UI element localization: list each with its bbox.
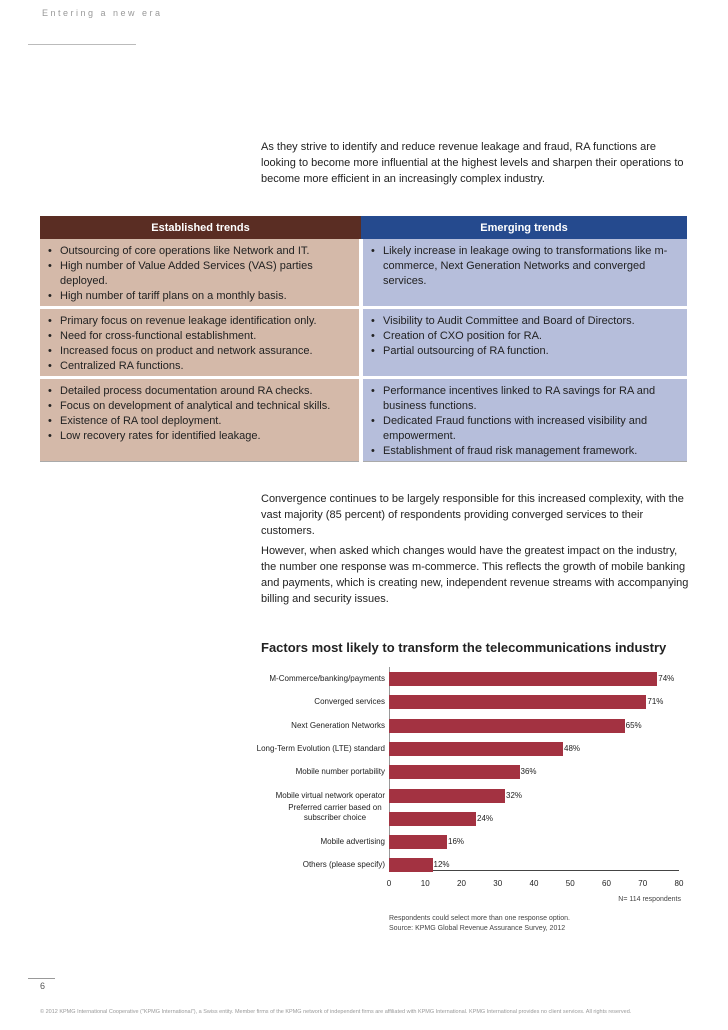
x-tick-label: 50: [565, 879, 575, 888]
emerging-item: • Likely increase in leakage owing to transformations like m-commerce, Next Generation Networks and converged services.: [369, 244, 677, 289]
bar: [389, 835, 447, 849]
bar-category-label: M-Commerce/banking/payments: [269, 674, 385, 683]
bar-category-label: Next Generation Networks: [291, 720, 385, 730]
bar: [389, 789, 505, 803]
x-tick-label: 40: [529, 879, 539, 888]
bar-value-label: 12%: [433, 860, 450, 870]
bar-category-label: Long-Term Evolution (LTE) standard: [256, 743, 385, 753]
established-item: • Increased focus on product and network assurance.: [46, 344, 349, 359]
bar: [389, 812, 476, 826]
bar: [389, 719, 625, 733]
x-tick-label: 60: [602, 879, 611, 888]
bar-category-label: Converged services: [314, 697, 385, 707]
emerging-item: • Partial outsourcing of RA function.: [369, 344, 677, 359]
page-number: 6: [40, 981, 46, 991]
bar-value-label: 32%: [506, 790, 523, 800]
established-item: • Low recovery rates for identified leakage.: [46, 429, 349, 444]
x-tick-label: 10: [420, 879, 430, 888]
emerging-item: • Creation of CXO position for RA.: [369, 329, 677, 344]
established-item: • Focus on development of analytical and technical skills.: [46, 399, 349, 414]
emerging-item: • Performance incentives linked to RA savings for RA and business functions.: [369, 384, 677, 414]
bar-value-label: 71%: [647, 697, 664, 707]
running-header: Entering a new era: [42, 8, 163, 18]
bar: [389, 765, 520, 779]
bar-value-label: 74%: [658, 674, 675, 683]
bar-value-label: 65%: [625, 720, 642, 730]
bar-category-label: Preferred carrier based on subscriber choice: [288, 802, 382, 822]
bar-category-label: Others (please specify): [302, 860, 385, 870]
established-item: • High number of Value Added Services (VAS) parties deployed.: [46, 259, 349, 289]
trends-row: [40, 239, 687, 308]
bar-category-label: Mobile number portability: [295, 767, 385, 777]
established-item: • Primary focus on revenue leakage identification only.: [46, 314, 349, 329]
bar: [389, 672, 657, 686]
x-tick-label: 80: [674, 879, 684, 888]
established-item: • Need for cross-functional establishment.: [46, 329, 349, 344]
chart-note-source: Source: KPMG Global Revenue Assurance Survey, 2012: [389, 925, 566, 932]
header-rule: [28, 44, 136, 45]
sample-size-note: N= 114 respondents: [618, 896, 681, 903]
x-tick-label: 30: [493, 879, 503, 888]
established-cell: [40, 378, 361, 462]
bar-category-label: Mobile advertising: [320, 837, 385, 847]
emerging-trends-header: Emerging trends: [361, 216, 687, 239]
emerging-item: • Visibility to Audit Committee and Board of Directors.: [369, 314, 677, 329]
emerging-item: • Establishment of fraud risk management framework.: [369, 444, 677, 459]
emerging-cell: [361, 378, 687, 462]
established-item: • Detailed process documentation around RA checks.: [46, 384, 349, 399]
emerging-item: • Dedicated Fraud functions with increased visibility and empowerment.: [369, 414, 677, 444]
bar-value-label: 16%: [448, 837, 465, 847]
chart-value-axis: [389, 870, 679, 871]
established-item: • High number of tariff plans on a monthly basis.: [46, 289, 349, 304]
chart-title: Factors most likely to transform the telecommunications industry: [261, 640, 667, 655]
x-tick-label: 20: [457, 879, 466, 888]
bar-value-label: 36%: [520, 767, 537, 777]
emerging-cell: [361, 308, 687, 378]
copyright-footer: © 2012 KPMG International Cooperative ("KPMG International"), a Swiss entity. Member firms of the KPMG network of independent firms are affiliated with KPMG International. KPMG International provides no client services. All rights reserved.: [40, 1009, 632, 1015]
established-cell: [40, 239, 361, 308]
x-tick-label: 70: [638, 879, 648, 888]
trends-row: [40, 308, 687, 378]
established-item: • Centralized RA functions.: [46, 359, 349, 374]
bar-value-label: 24%: [477, 813, 494, 823]
established-trends-header: Established trends: [40, 216, 361, 239]
established-cell: [40, 308, 361, 378]
intro-paragraph: As they strive to identify and reduce revenue leakage and fraud, RA functions are looking to become more influential at the highest levels and sharpen their operations to become more efficient in an increasingly complex industry.: [261, 141, 684, 185]
trends-table: [40, 216, 687, 462]
established-item: • Outsourcing of core operations like Network and IT.: [46, 244, 349, 259]
header-bar: [0, 0, 728, 40]
chart-note-respondents: Respondents could select more than one response option.: [389, 915, 570, 922]
body-paragraph-mcommerce: However, when asked which changes would have the greatest impact on the industry, the number one response was m-commerce. This reflects the growth of mobile banking and payments, which is creating new, independent revenue streams with accompanying billing and security issues.: [261, 545, 689, 605]
page-number-rule: [28, 978, 55, 979]
emerging-cell: [361, 239, 687, 308]
chart-notes: [389, 914, 570, 934]
bar: [389, 742, 563, 756]
trends-row: [40, 378, 687, 462]
established-item: • Existence of RA tool deployment.: [46, 414, 349, 429]
bar-category-label: Mobile virtual network operator: [275, 790, 385, 800]
x-tick-label: 0: [386, 879, 392, 888]
body-paragraph-convergence: Convergence continues to be largely responsible for this increased complexity, with the vast majority (85 percent) of respondents providing converged services to their customers.: [261, 493, 684, 537]
bar: [389, 858, 433, 872]
bar-value-label: 48%: [564, 743, 581, 753]
bar: [389, 695, 646, 709]
